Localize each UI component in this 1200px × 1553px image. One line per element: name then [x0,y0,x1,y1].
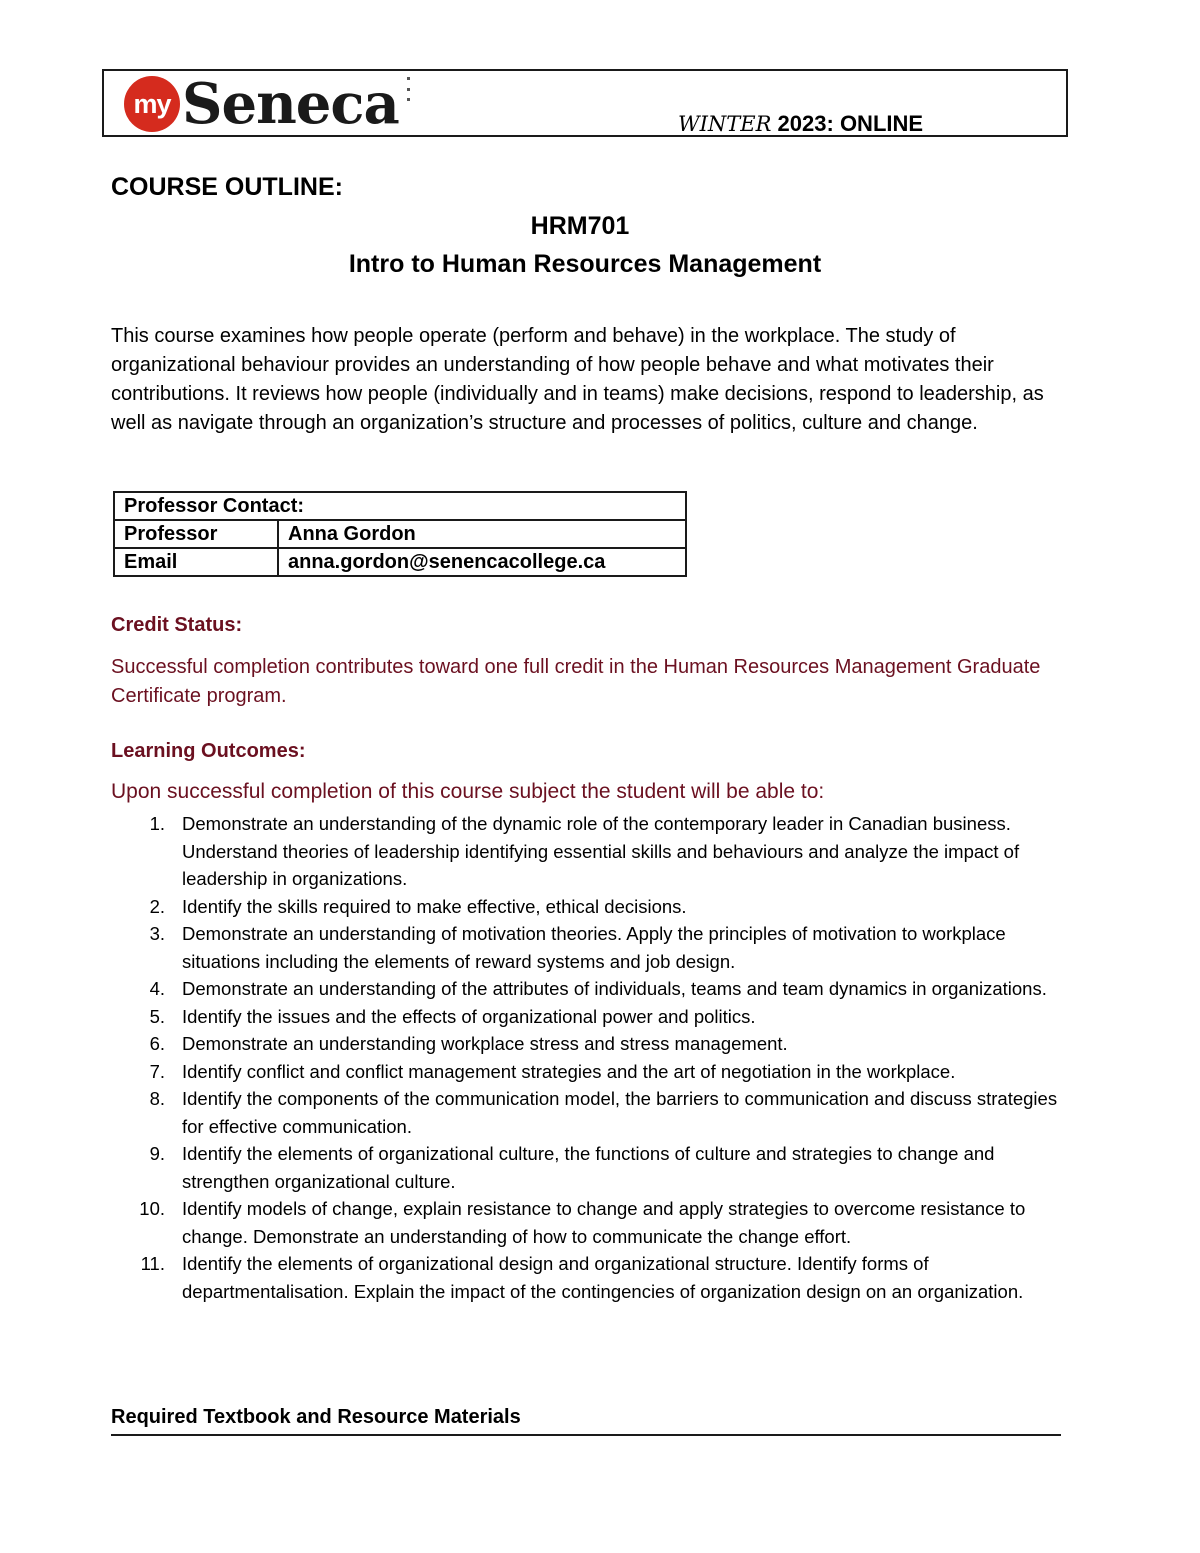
outcome-number: 11. [140,1253,165,1274]
outcome-number: 2. [149,895,165,917]
contact-label: Email [114,548,278,576]
outcome-number: 4. [149,978,165,999]
textbook-heading: Required Textbook and Resource Materials [111,1406,521,1428]
section-divider [111,1434,1061,1436]
outcome-number: 1. [149,813,165,834]
outcome-text: Identify the issues and the effects of organizational power and politics. [182,1005,756,1027]
term-label [678,111,923,137]
course-title: Intro to Human Resources Management [348,250,822,278]
outcome-number: 7. [149,1060,165,1082]
outcome-item [111,1058,1081,1086]
logo-dots-icon [407,77,411,101]
outcome-item [111,810,1081,893]
contact-heading: Professor Contact: [114,492,686,520]
term-year: 2023 [777,111,827,136]
outcome-text: Demonstrate an understanding workplace stress and stress management. [182,1033,788,1054]
outcome-text: Identify the elements of organizational design and organizational structure. Identify forms of departmentalisation. Explain the impact of the contingencies of organization design on an organization. [182,1253,1024,1302]
outcome-number: 10. [139,1198,165,1219]
professor-contact-table [113,491,687,577]
outcome-text: Identify the components of the communication model, the barriers to communication and discuss strategies for effective communication. [182,1088,1058,1137]
outcome-text: Demonstrate an understanding of the attributes of individuals, teams and team dynamics in organizations. [182,978,1047,999]
outcome-item [111,1030,1081,1058]
outcome-item [111,1085,1081,1140]
outcome-text: Identify models of change, explain resistance to change and apply strategies to overcome resistance to change. Demonstrate an understanding of how to communicate the change effort. [182,1198,1026,1247]
header-box [102,69,1068,137]
contact-heading-row [114,492,686,520]
course-code: HRM701 [530,212,630,240]
credit-status-heading: Credit Status: [111,614,243,636]
learning-outcomes-intro: Upon successful completion of this course subject the student will be able to: [111,780,825,803]
learning-outcomes-list [111,810,1081,1305]
outcome-text: Identify conflict and conflict management strategies and the art of negotiation in the workplace. [182,1060,956,1082]
term-mode: ONLINE [839,111,924,136]
outcome-text: Demonstrate an understanding of motivation theories. Apply the principles of motivation to workplace situations including the elements of reward systems and job design. [182,923,1006,972]
outcome-number: 3. [149,923,165,944]
outcome-text: Identify the skills required to make effective, ethical decisions. [182,895,687,917]
contact-label: Professor [114,520,278,548]
outcome-number: 5. [149,1005,165,1027]
professor-name: Anna Gordon [278,520,686,548]
outcome-text: Demonstrate an understanding of the dynamic role of the contemporary leader in Canadian business. Understand theories of leadership identifying essential skills and behaviours and analyze the impact of leadership in organizations. [182,813,1020,889]
myseneca-logo [124,73,411,135]
outcome-number: 6. [149,1033,165,1054]
course-description: This course examines how people operate (perform and behave) in the workplace. The study of organizational behaviour provides an understanding of how people behave and what motivates their contributions. It reviews how people (individually and in teams) make decisions, respond to leadership, as well as navigate through an organization’s structure and processes of politics, culture and change. [111,325,1044,434]
outcome-item [111,1003,1081,1031]
term-separator: : [826,111,834,136]
outcome-item [111,1140,1081,1195]
logo-wordmark: Seneca [182,71,399,137]
outline-heading: COURSE OUTLINE: [111,173,343,201]
outcome-number: 9. [149,1143,165,1164]
logo-my-badge: my [124,76,180,132]
learning-outcomes-heading: Learning Outcomes: [111,740,306,762]
outcome-item [111,893,1081,921]
outcome-text: Identify the elements of organizational culture, the functions of culture and strategies to change and strengthen organizational culture. [182,1143,995,1192]
contact-row [114,520,686,548]
outcome-number: 8. [149,1088,165,1109]
outcome-item [111,1195,1081,1250]
term-season: WINTER [678,112,772,136]
credit-status-text: Successful completion contributes toward one full credit in the Human Resources Management Graduate Certificate program. [111,656,1041,707]
outcome-item [111,920,1081,975]
contact-row [114,548,686,576]
professor-email: anna.gordon@senencacollege.ca [278,548,686,576]
outcome-item [111,1250,1081,1305]
outcome-item [111,975,1081,1003]
